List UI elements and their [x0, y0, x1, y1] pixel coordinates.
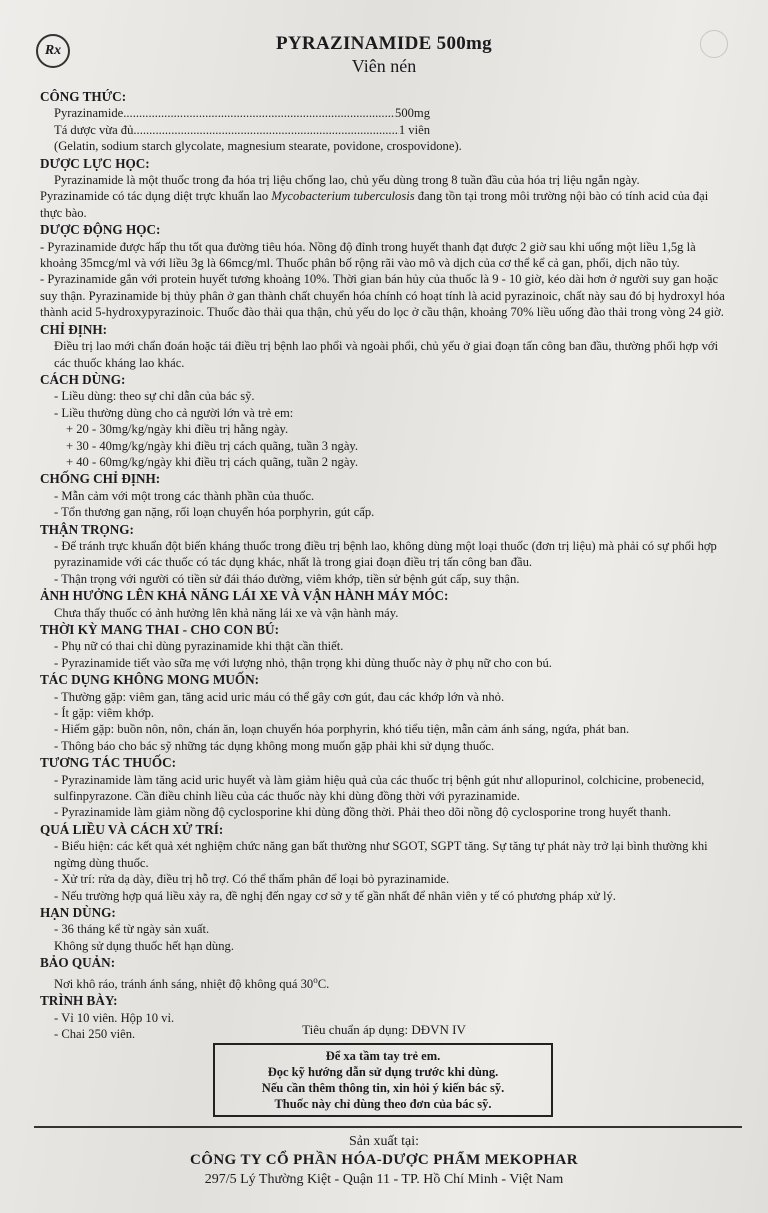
section-heading-interactions: TƯƠNG TÁC THUỐC: — [40, 755, 177, 771]
presentation-line-2: - Chai 250 viên. — [54, 1026, 136, 1041]
dot-leader — [133, 122, 398, 138]
pharmacokinetics-text-1: - Pyrazinamide được hấp thu tốt qua đường tiêu hóa. Nồng độ đỉnh trong huyết thanh đạt được 2 giờ sau khi uống một liều 1,5g là khoảng 35mcg/ml và với liều 3g là 66mcg/ml. Thuốc phân bố rộng rãi vào mô và dịch của cơ thể kể cả gan, phổi, dịch não tủy. — [40, 239, 696, 271]
degree-sign: o — [313, 974, 318, 985]
pregnancy-line-2: - Pyrazinamide tiết vào sữa mẹ với lượng nhỏ, thận trọng khi dùng thuốc này ở phụ nữ cho con bú. — [54, 655, 552, 670]
side-effect-line-2: - Ít gặp: viêm khớp. — [54, 706, 155, 721]
storage-text-unit: C. — [317, 976, 330, 991]
section-heading-pharmacokinetics: DƯỢC ĐỘNG HỌC: — [40, 222, 161, 238]
manufacturer-label: Sản xuất tại: — [349, 1134, 419, 1149]
warning-box — [213, 1043, 553, 1117]
composition-line-excipient — [40, 122, 730, 138]
section-heading-overdose: QUÁ LIỀU VÀ CÁCH XỬ TRÍ: — [40, 821, 224, 837]
section-heading-composition: CÔNG THỨC: — [40, 89, 127, 104]
storage-text — [40, 972, 730, 993]
rx-prescription-icon: Rx — [36, 34, 70, 68]
shelf-life-line-2: Không sử dụng thuốc hết hạn dùng. — [54, 938, 234, 953]
warning-line-4: Thuốc này chỉ dùng theo đơn của bác sỹ. — [274, 1097, 492, 1111]
section-heading-precautions: THẬN TRỌNG: — [40, 521, 134, 537]
manufacturer-name: CÔNG TY CỔ PHẦN HÓA-DƯỢC PHẨM MEKOPHAR — [190, 1152, 578, 1168]
pregnancy-line-1: - Phụ nữ có thai chỉ dùng pyrazinamide khi thật cần thiết. — [54, 639, 344, 654]
composition-excipient-label: Tá dược vừa đủ — [54, 122, 134, 137]
section-heading-contraindications: CHỐNG CHỈ ĐỊNH: — [40, 471, 161, 487]
dosage-line-5: + 40 - 60mg/kg/ngày khi điều trị cách quãng, tuần 2 ngày. — [66, 454, 359, 469]
overdose-line-3: - Nếu trường hợp quá liều xảy ra, đề nghị đến ngay cơ sở y tế gần nhất để nhân viên y tế có phương pháp xử lý. — [54, 888, 616, 903]
contraindication-line-2: - Tổn thương gan nặng, rối loạn chuyển hóa porphyrin, gút cấp. — [54, 505, 375, 520]
section-heading-driving: ẢNH HƯỞNG LÊN KHẢ NĂNG LÁI XE VÀ VẬN HÀNH MÁY MÓC: — [40, 588, 449, 604]
indications-text: Điều trị lao mới chẩn đoán hoặc tái điều trị bệnh lao phổi và ngoài phổi, chủ yếu ở giai đoạn tấn công ban đầu, thường phối hợp với các thuốc kháng lao khác. — [54, 339, 719, 370]
side-effect-line-1: - Thường gặp: viêm gan, tăng acid uric máu có thể gây cơn gút, đau các khớp lớn và nhỏ. — [54, 689, 505, 704]
interaction-line-2: - Pyrazinamide làm giảm nồng độ cyclosporine khi dùng đồng thời. Phải theo dõi nồng độ cyclosporine trong huyết thanh. — [54, 805, 672, 820]
leaflet-body — [40, 88, 730, 1042]
dosage-line-1: - Liều dùng: theo sự chỉ dẫn của bác sỹ. — [54, 389, 255, 404]
footer-divider — [34, 1126, 742, 1128]
pharmacodynamics-text-2c: đang tồn tại trong môi trường nội bào có tính acid của đại thực bào. — [40, 189, 709, 220]
warning-line-3: Nếu cần thêm thông tin, xin hỏi ý kiến bác sỹ. — [261, 1081, 505, 1095]
overdose-line-1: - Biểu hiện: các kết quả xét nghiệm chức năng gan bất thường như SGOT, SGPT tăng. Sự tăng tự phát này trở lại bình thường khi ngừng dùng thuốc. — [54, 839, 708, 870]
pharmacodynamics-text-2 — [40, 188, 730, 221]
dosage-line-3: + 20 - 30mg/kg/ngày khi điều trị hằng ngày. — [66, 422, 289, 437]
dosage-line-2: - Liều thường dùng cho cả người lớn và trẻ em: — [54, 405, 294, 420]
section-heading-shelf-life: HẠN DÙNG: — [40, 904, 116, 920]
pharmacodynamics-text-2a: Pyrazinamide có tác dụng diệt trực khuẩn lao — [40, 189, 272, 204]
section-heading-side-effects: TÁC DỤNG KHÔNG MONG MUỐN: — [40, 672, 260, 688]
composition-line-active — [40, 105, 730, 121]
page-subtitle: Viên nén — [351, 56, 417, 76]
dot-leader — [123, 105, 395, 121]
page-title: PYRAZINAMIDE 500mg — [276, 33, 492, 54]
overdose-line-2: - Xử trí: rửa dạ dày, điều trị hỗ trợ. Có thể thẩm phân để loại bỏ pyrazinamide. — [54, 872, 450, 887]
side-effect-line-4: - Thông báo cho bác sỹ những tác dụng không mong muốn gặp phải khi sử dụng thuốc. — [54, 738, 495, 753]
interaction-line-1: - Pyrazinamide làm tăng acid uric huyết và làm giảm hiệu quả của các thuốc trị bệnh gút như allopurinol, colchicine, probenecid, sulfinpyrazone. Cần điều chỉnh liều của các thuốc này khi dùng đồng thời với pyrazinamide. — [54, 772, 705, 804]
warning-line-2: Đọc kỹ hướng dẫn sử dụng trước khi dùng. — [267, 1065, 499, 1079]
composition-excipient-value: 1 viên — [398, 122, 430, 137]
presentation-line-1: - Vỉ 10 viên. Hộp 10 vỉ. — [54, 1010, 175, 1025]
precaution-line-1: - Để tránh trực khuẩn đột biến kháng thuốc trong điều trị bệnh lao, không dùng một loại thuốc (đơn trị liệu) mà phải có sự phối hợp pyrazinamide với các thuốc có tác dụng khác, nhất là trong giai đoạn điều trị tấn công ban đầu. — [54, 538, 717, 570]
pharmacokinetics-text-2: - Pyrazinamide gắn với protein huyết tương khoảng 10%. Thời gian bán hủy của thuốc là 9 - 10 giờ, kéo dài hơn ở người suy gan hoặc suy thận. Pyrazinamide bị thủy phân ở gan thành chất chuyển hóa chính có hoạt tính là acid pyrazinoic, chất này sau đó bị hydroxyl hóa thành acid 5-hydroxypyrazinoic. Thuốc đào thải qua thận, chủ yếu do lọc ở cầu thận, khoảng 70% liều uống đào thải trong vòng 24 giờ. — [40, 272, 725, 320]
section-heading-storage: BẢO QUẢN: — [40, 955, 116, 971]
applied-standard: Tiêu chuẩn áp dụng: DĐVN IV — [302, 1022, 466, 1037]
composition-excipient-list: (Gelatin, sodium starch glycolate, magnesium stearate, povidone, crospovidone). — [54, 139, 462, 154]
manufacturer-address: 297/5 Lý Thường Kiệt - Quận 11 - TP. Hồ Chí Minh - Việt Nam — [204, 1172, 564, 1187]
warning-line-1: Để xa tầm tay trẻ em. — [325, 1049, 441, 1063]
contraindication-line-1: - Mẫn cảm với một trong các thành phần của thuốc. — [54, 488, 315, 503]
section-heading-indications: CHỈ ĐỊNH: — [40, 321, 108, 337]
storage-text-main: Nơi khô ráo, tránh ánh sáng, nhiệt độ không quá 30 — [54, 976, 314, 991]
section-heading-presentation: TRÌNH BÀY: — [40, 993, 118, 1009]
shelf-life-line-1: - 36 tháng kể từ ngày sản xuất. — [54, 922, 210, 937]
dosage-line-4: + 30 - 40mg/kg/ngày khi điều trị cách quãng, tuần 3 ngày. — [66, 438, 359, 453]
section-heading-pharmacodynamics: DƯỢC LỰC HỌC: — [40, 155, 150, 171]
pharmacodynamics-text-1: Pyrazinamide là một thuốc trong đa hóa trị liệu chống lao, chủ yếu dùng trong 8 tuần đầu của hóa trị liệu ngắn ngày. — [54, 173, 640, 188]
side-effect-line-3: - Hiếm gặp: buồn nôn, nôn, chán ăn, loạn chuyển hóa porphyrin, khó tiểu tiện, mẫn cảm ánh sáng, ngứa, phát ban. — [54, 722, 630, 737]
composition-active-label: Pyrazinamide — [54, 106, 124, 121]
bacteria-name: Mycobacterium tuberculosis — [271, 189, 415, 204]
section-heading-pregnancy: THỜI KỲ MANG THAI - CHO CON BÚ: — [40, 622, 279, 637]
section-heading-dosage: CÁCH DÙNG: — [40, 371, 126, 387]
driving-text: Chưa thấy thuốc có ảnh hưởng lên khả năng lái xe và vận hành máy. — [54, 605, 399, 620]
composition-active-value: 500mg — [395, 106, 430, 121]
precaution-line-2: - Thận trọng với người có tiền sử đái tháo đường, viêm khớp, tiền sử bệnh gút cấp, suy thận. — [54, 571, 520, 586]
